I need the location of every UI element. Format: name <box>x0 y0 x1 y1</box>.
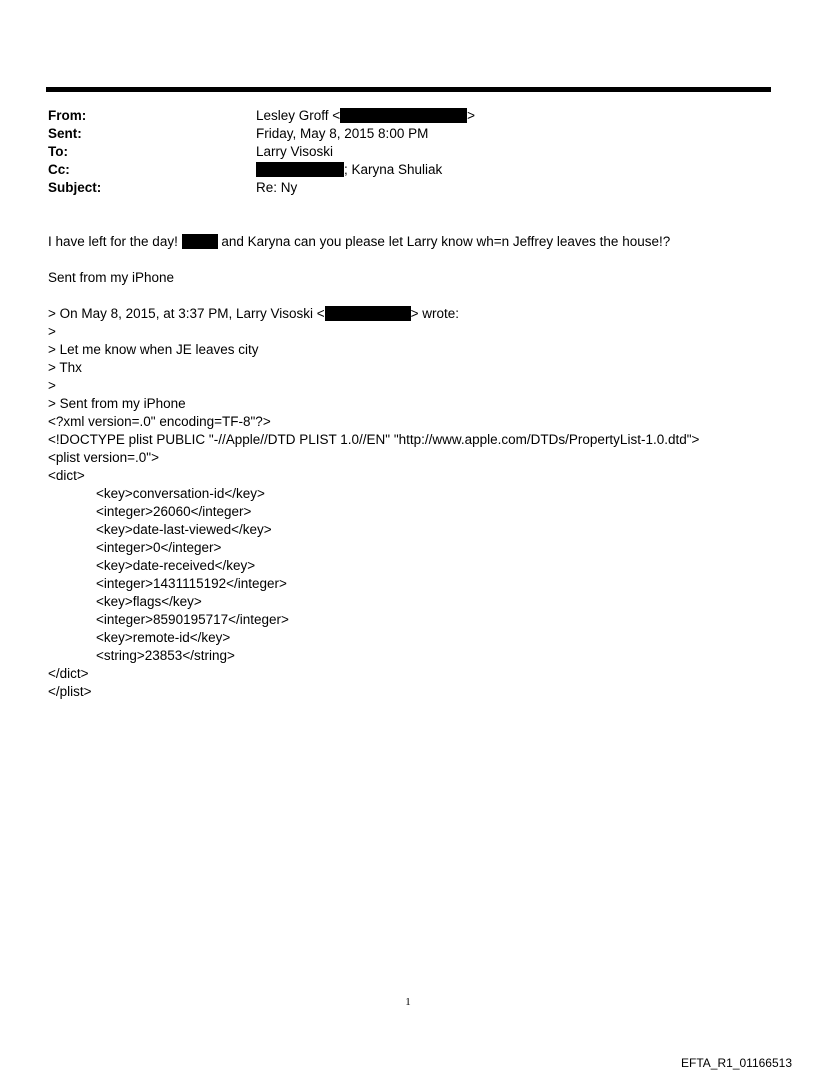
xml-entry-line: <key>flags</key> <box>96 594 202 609</box>
quote-header-line <box>48 305 788 323</box>
xml-line: <plist version=.0"> <box>48 450 159 465</box>
xml-entry-line: <integer>8590195717</integer> <box>96 612 289 627</box>
from-label: From: <box>48 108 87 123</box>
xml-line: </dict> <box>48 666 89 681</box>
redaction-box <box>182 234 218 249</box>
subject-value: Re: Ny <box>256 180 298 195</box>
xml-entry-line: <key>date-received</key> <box>96 558 256 573</box>
xml-entry-line: <key>date-last-viewed</key> <box>96 522 272 537</box>
xml-entry-line: <integer>26060</integer> <box>96 504 252 519</box>
sent-value: Friday, May 8, 2015 8:00 PM <box>256 126 429 141</box>
quote-line: > Thx <box>48 360 82 375</box>
from-close: > <box>467 108 476 123</box>
header-rule <box>46 87 771 92</box>
message-line <box>48 233 788 251</box>
quote-line: > Sent from my iPhone <box>48 396 186 411</box>
xml-entry-line: <string>23853</string> <box>96 648 235 663</box>
to-label: To: <box>48 144 68 159</box>
to-value: Larry Visoski <box>256 144 334 159</box>
cc-text: ; Karyna Shuliak <box>344 162 443 177</box>
xml-line: <dict> <box>48 468 85 483</box>
message-text-start: I have left for the day! <box>48 234 182 249</box>
quote-line: > Let me know when JE leaves city <box>48 342 259 357</box>
xml-line: <!DOCTYPE plist PUBLIC "-//Apple//DTD PLIST 1.0//EN" "http://www.apple.com/DTDs/PropertyList-1.0.dtd"> <box>48 432 700 447</box>
email-body <box>48 233 788 701</box>
document-id: EFTA_R1_01166513 <box>681 1056 792 1070</box>
redaction-box <box>340 108 467 123</box>
cc-label: Cc: <box>48 162 70 177</box>
xml-line: </plist> <box>48 684 92 699</box>
from-name: Lesley Groff < <box>256 108 341 123</box>
sent-label: Sent: <box>48 126 82 141</box>
xml-line: <?xml version=.0" encoding=TF-8"?> <box>48 414 271 429</box>
quote-line: > <box>48 324 56 339</box>
page-number: 1 <box>405 996 411 1008</box>
redaction-box <box>325 306 411 321</box>
redaction-box <box>256 162 344 177</box>
subject-label: Subject: <box>48 180 102 195</box>
quote-line: > <box>48 378 56 393</box>
xml-entry-line: <key>remote-id</key> <box>96 630 231 645</box>
quote-header-start: > On May 8, 2015, at 3:37 PM, Larry Visoski < <box>48 306 325 321</box>
xml-entry-line: <integer>0</integer> <box>96 540 222 555</box>
quote-header-end: > wrote: <box>410 306 460 321</box>
signature-line: Sent from my iPhone <box>48 270 175 285</box>
xml-entry-line: <integer>1431115192</integer> <box>96 576 287 591</box>
from-value <box>256 107 475 125</box>
xml-entry-line: <key>conversation-id</key> <box>96 486 265 501</box>
cc-value <box>256 161 442 179</box>
message-text-end: and Karyna can you please let Larry know wh=n Jeffrey leaves the house!? <box>217 234 671 249</box>
